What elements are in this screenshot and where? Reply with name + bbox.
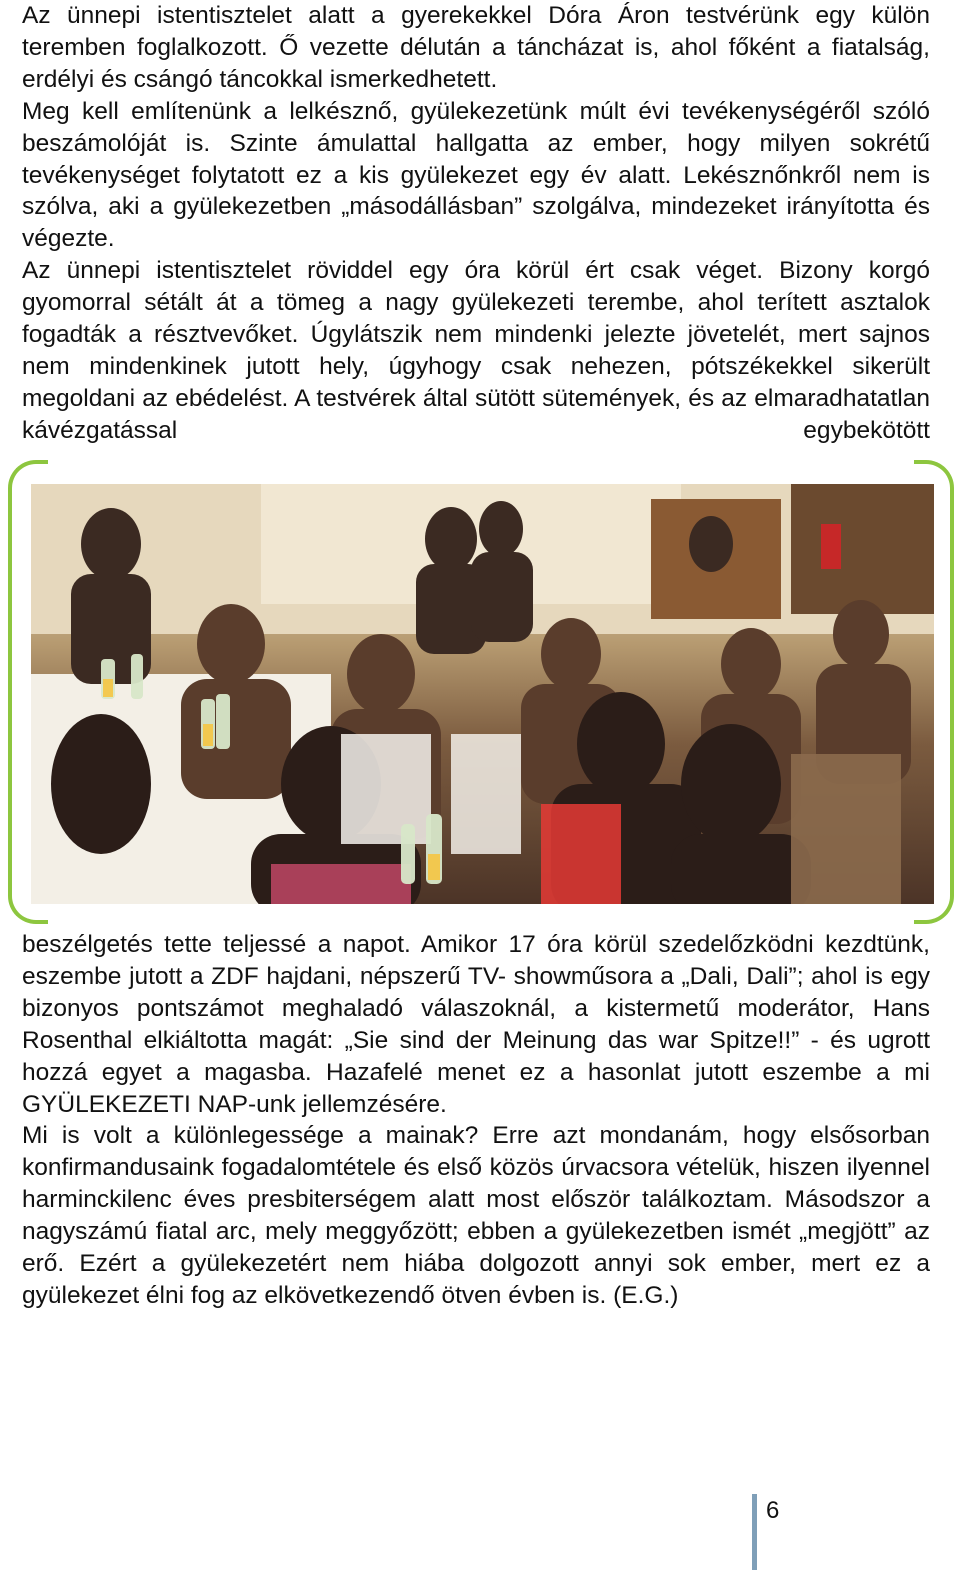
page-number: 6 (766, 1497, 780, 1524)
paragraph: Az ünnepi istentisztelet alatt a gyerekekkel Dóra Áron testvérünk egy külön teremben foglalkozott. Ő vezette délután a táncházat is, ahol főként a fiatalság, erdélyi és csángó táncokkal ismerkedhetett. (22, 2, 930, 93)
photo-illustration (31, 484, 934, 904)
article-text-top (22, 0, 930, 447)
event-photo (31, 484, 934, 904)
paragraph: beszélgetés tette teljessé a napot. Amikor 17 óra körül szedelőzködni kezdtünk, eszembe jutott a ZDF hajdani, népszerű TV- showműsora a „Dali, Dali”; ahol is egy bizonyos pontszámot meghaladó válaszoknál, a kistermetű moderátor, Hans Rosenthal elkiáltotta magát: „Sie sind der Meinung das war Spitze!!” - és ugrott hozzá egyet a magasba. Hazafelé menet ez a hasonlat jutott eszembe a mi GYÜLEKEZETI NAP-unk jellemzésére. (22, 931, 930, 1118)
photo-frame (8, 460, 954, 924)
article-text-bottom (22, 929, 930, 1312)
paragraph: Meg kell említenünk a lelkésznő, gyülekezetünk múlt évi tevékenységéről szóló beszámolóját is. Szinte ámulattal hallgatta az ember, hogy milyen sokrétű tevékenységet folytatott ez a kis gyülekezet egy év alatt. Lekésznőnkről nem is szólva, aki a gyülekezetben „másodállásban” szolgálva, mindezeket irányította és végezte. (22, 97, 930, 253)
paragraph: Mi is volt a különlegessége a mainak? Erre azt mondanám, hogy elsősorban konfirmandusaink fogadalomtétele és első közös úrvacsora vételük, hiszen ilyennel harminckilenc éves presbiterségem alatt most először találkoztam. Másodszor a nagyszámú fiatal arc, mely meggyőzött; ebben a gyülekezetben ismét „megjött” az erő. Ezért a gyülekezetért nem hiába dolgozott annyi sok ember, mert ez a gyülekezet élni fog az elkövetkezendő ötven évben is. (E.G.) (22, 1122, 930, 1309)
page-number-rule (752, 1494, 757, 1570)
paragraph: Az ünnepi istentisztelet röviddel egy óra körül ért csak véget. Bizony korgó gyomorral sétált át a tömeg a nagy gyülekezeti terembe, ahol terített asztalok fogadták a résztvevőket. Úgylátszik nem mindenki jelezte jövetelét, mert sajnos nem mindenkinek jutott hely, úgyhogy csak nehezen, pótszékekkel sikerült megoldani az ebédelést. A testvérek által sütött sütemények, és az elmaradhatatlan kávézgatással egybekötött (22, 257, 930, 444)
